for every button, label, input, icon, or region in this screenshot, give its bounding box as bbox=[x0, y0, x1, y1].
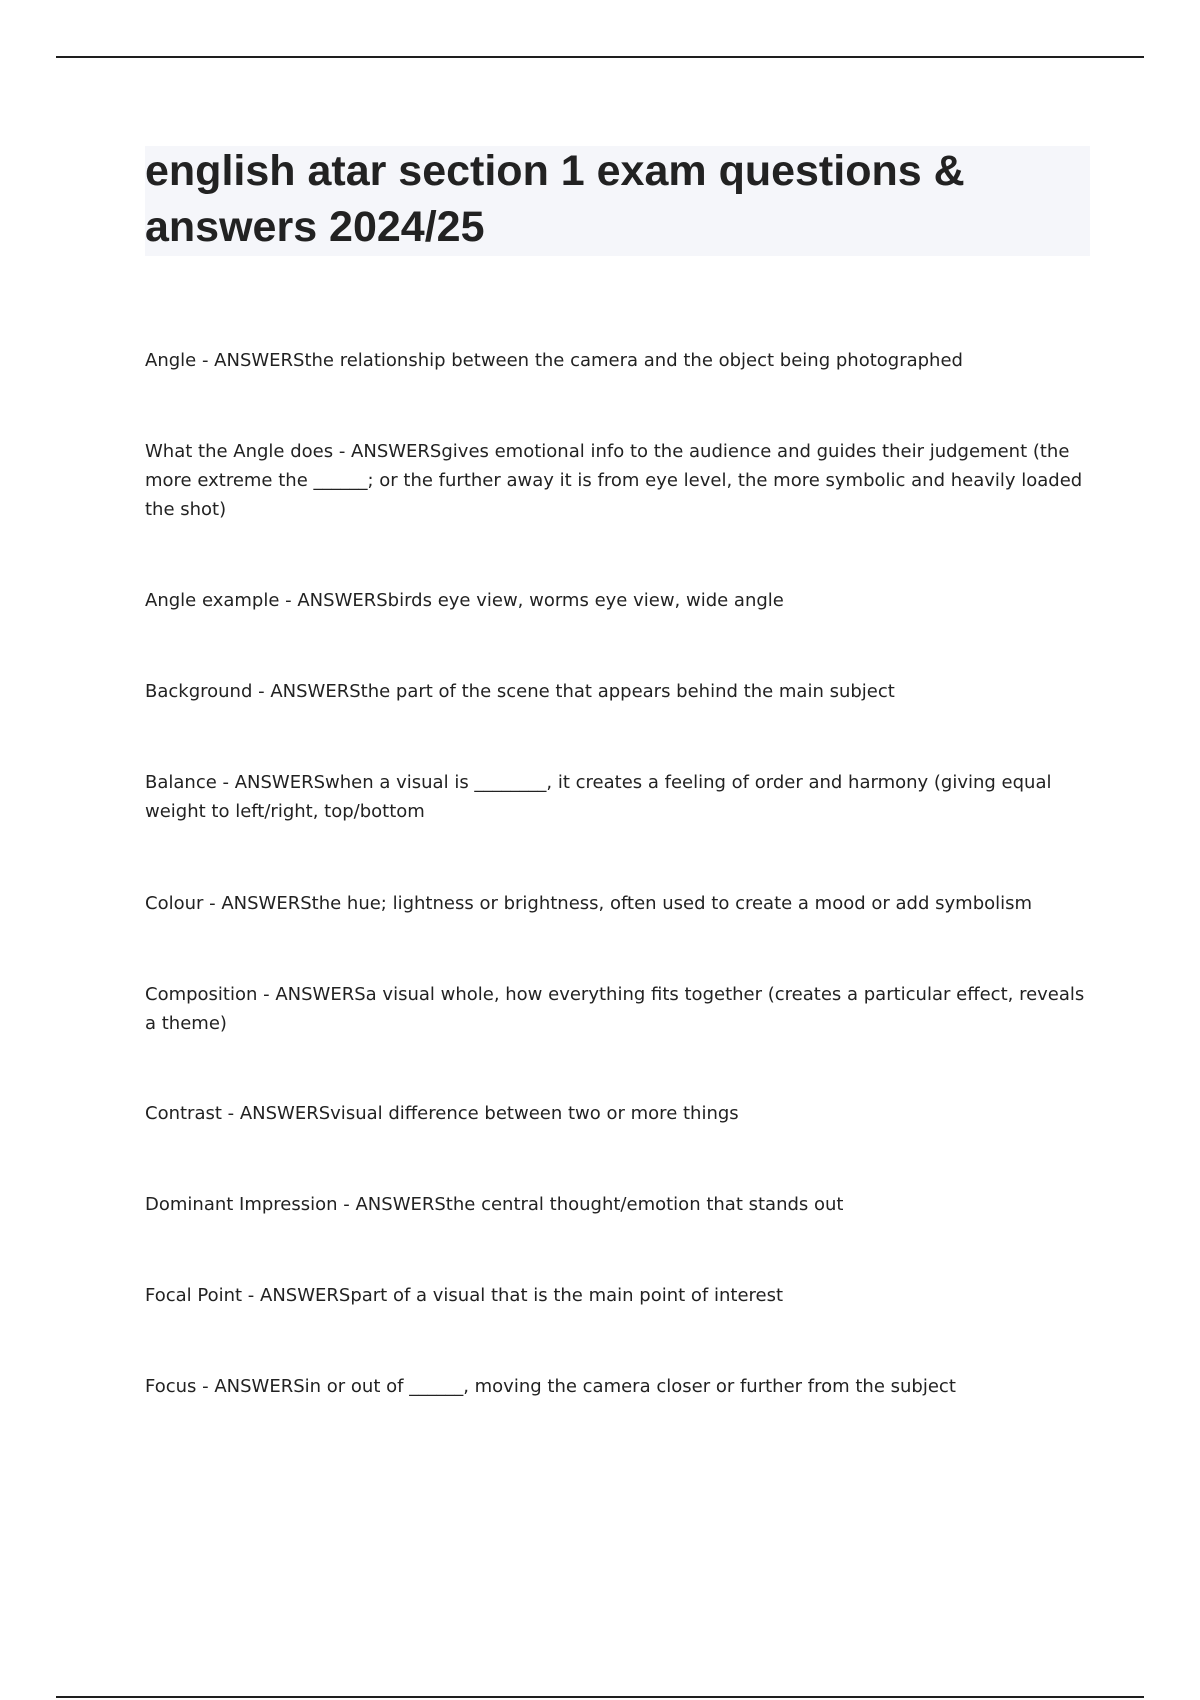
document-title: english atar section 1 exam questions & answers 2024/25 bbox=[145, 147, 965, 251]
qa-item-what-the-angle-does: What the Angle does - ANSWERSgives emotional info to the audience and guides their judgement (the more extreme the ______; or the further away it is from eye level, the more symbolic and heavily loaded the shot) bbox=[145, 441, 1083, 520]
qa-item-angle-example: Angle example - ANSWERSbirds eye view, worms eye view, wide angle bbox=[145, 590, 784, 611]
qa-item-focal-point: Focal Point - ANSWERSpart of a visual that is the main point of interest bbox=[145, 1285, 784, 1306]
qa-item-focus: Focus - ANSWERSin or out of ______, moving the camera closer or further from the subject bbox=[145, 1376, 956, 1397]
qa-item-colour: Colour - ANSWERSthe hue; lightness or brightness, often used to create a mood or add symbolism bbox=[145, 893, 1033, 914]
qa-item-contrast: Contrast - ANSWERSvisual difference between two or more things bbox=[145, 1103, 739, 1124]
qa-item-angle: Angle - ANSWERSthe relationship between the camera and the object being photographed bbox=[145, 350, 963, 371]
qa-item-background: Background - ANSWERSthe part of the scene that appears behind the main subject bbox=[145, 681, 895, 702]
qa-item-balance: Balance - ANSWERSwhen a visual is ________, it creates a feeling of order and harmony (giving equal weight to left/right, top/bottom bbox=[145, 772, 1052, 822]
bottom-divider bbox=[56, 1696, 1144, 1698]
top-divider bbox=[56, 56, 1144, 58]
qa-item-composition: Composition - ANSWERSa visual whole, how everything fits together (creates a particular effect, reveals a theme) bbox=[145, 984, 1085, 1034]
qa-item-dominant-impression: Dominant Impression - ANSWERSthe central thought/emotion that stands out bbox=[145, 1194, 844, 1215]
